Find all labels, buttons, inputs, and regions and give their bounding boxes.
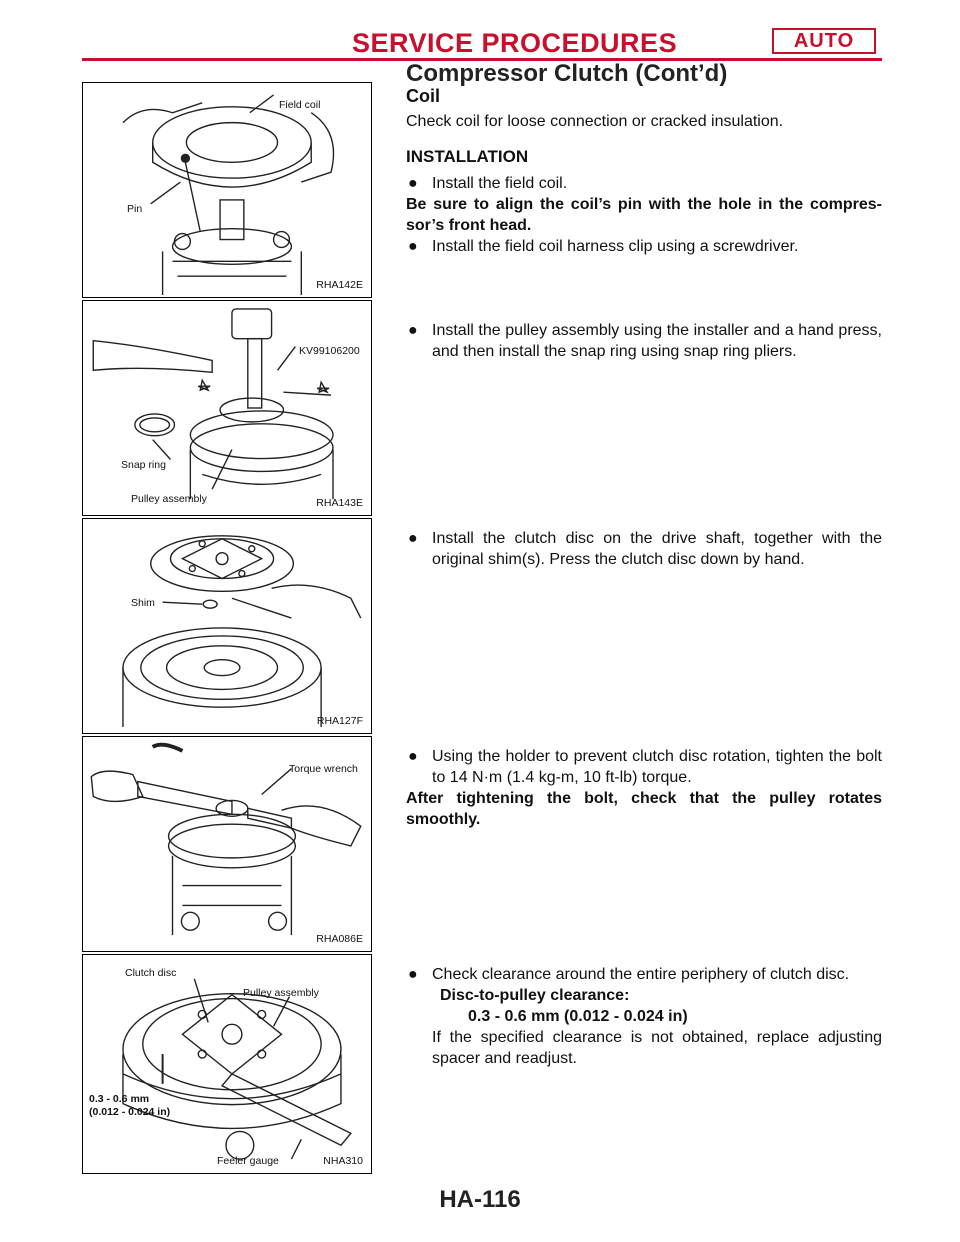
list-item [406, 173, 882, 194]
figure-clutch-disc [82, 518, 372, 734]
clearance-step [406, 964, 882, 1069]
coil-heading: Coil [406, 86, 440, 106]
pulley-step [406, 320, 882, 362]
figure-code: RHA142E [316, 279, 363, 291]
clutch-disc-step [406, 528, 882, 570]
step-followup: If the specified clearance is not obtained, replace adjusting spacer and readjust. [432, 1029, 882, 1067]
label-clearance-mm: 0.3 - 0.6 mm [89, 1093, 150, 1105]
list-item [406, 964, 882, 985]
spec-value: 0.3 - 0.6 mm (0.012 - 0.024 in) [468, 1008, 688, 1025]
bullet-icon: ● [408, 748, 418, 765]
label-tool-number: KV99106200 [299, 345, 360, 357]
bullet-icon: ● [408, 966, 418, 983]
label-field-coil: Field coil [279, 99, 321, 111]
label-clearance-in: (0.012 - 0.024 in) [89, 1106, 171, 1118]
coil-section [406, 86, 882, 257]
header-title: SERVICE PROCEDURES [352, 28, 678, 58]
step-text: Install the field coil harness clip using a screwdriver. [432, 238, 799, 255]
spec-label: Disc-to-pulley clearance: [440, 987, 630, 1004]
list-item [406, 746, 882, 788]
label-torque-wrench: Torque wrench [289, 763, 358, 775]
list-item [406, 320, 882, 362]
figure-code: NHA310 [323, 1155, 363, 1167]
bullet-icon: ● [408, 530, 418, 547]
figure-code: RHA143E [316, 497, 363, 509]
label-pin: Pin [127, 203, 143, 215]
bullet-icon: ● [408, 175, 418, 192]
caution-note: After tightening the bolt, check that the pulley rotates smoothly. [406, 790, 882, 828]
figure-clearance [82, 954, 372, 1174]
figure-code: RHA086E [316, 933, 363, 945]
list-item [406, 528, 882, 570]
step-text: Using the holder to prevent clutch disc rotation, tighten the bolt to 14 N·m (1.4 kg-m, 10 ft-lb) torque. [432, 748, 882, 786]
list-item [406, 236, 882, 257]
label-snap-ring: Snap ring [121, 459, 166, 471]
page-number: HA-116 [439, 1186, 521, 1213]
field-coil-illustration [83, 83, 371, 297]
step-text: Install the pulley assembly using the installer and a hand press, and then install the snap ring using snap ring pliers. [432, 322, 882, 360]
step-text: Install the clutch disc on the drive shaft, together with the original shim(s). Press the clutch disc down by hand. [432, 530, 882, 568]
clutch-disc-illustration [83, 519, 371, 733]
clearance-illustration [83, 955, 371, 1173]
bullet-icon: ● [408, 322, 418, 339]
coil-text: Check coil for loose connection or cracked insulation. [406, 113, 784, 130]
figure-torque-wrench [82, 736, 372, 952]
label-shim: Shim [131, 597, 155, 609]
label-feeler-gauge: Feeler gauge [217, 1155, 279, 1167]
label-pulley-assembly: Pulley assembly [131, 493, 207, 505]
figure-pulley-install [82, 300, 372, 516]
step-text: Check clearance around the entire periphery of clutch disc. [432, 966, 850, 983]
caution-note: Be sure to align the coil’s pin with the hole in the compres- sor’s front head. [406, 196, 882, 234]
step-text: Install the field coil. [432, 175, 568, 192]
bullet-icon: ● [408, 238, 418, 255]
figure-field-coil [82, 82, 372, 298]
torque-step [406, 746, 882, 830]
figure-code: RHA127F [316, 715, 363, 727]
installation-heading: INSTALLATION [406, 147, 529, 166]
section-title: Compressor Clutch (Cont’d) [406, 60, 728, 87]
pulley-install-illustration [83, 301, 371, 515]
label-clutch-disc: Clutch disc [125, 967, 177, 979]
label-pulley-assembly: Pulley assembly [243, 987, 319, 999]
header-badge: AUTO [772, 28, 876, 54]
